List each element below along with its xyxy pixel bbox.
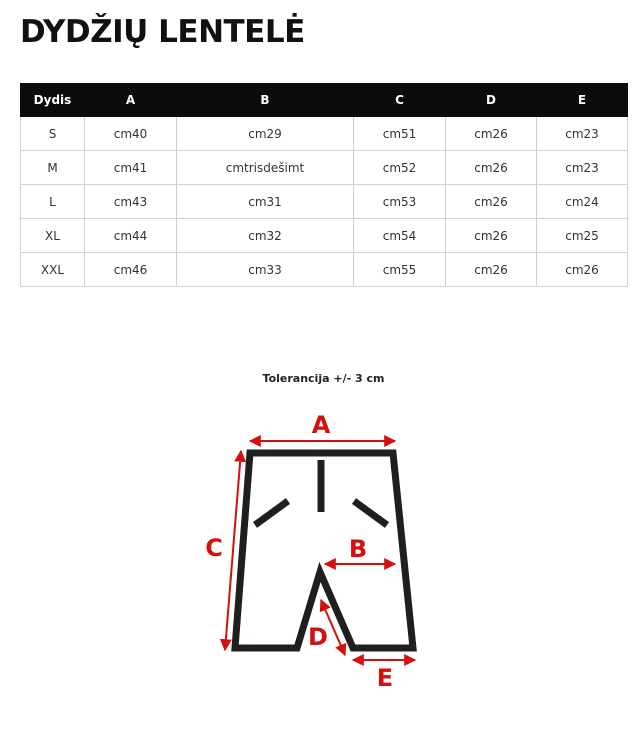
table-cell: cm26 [446,117,537,151]
table-cell: cm52 [354,151,446,185]
table-cell: cm33 [177,253,354,287]
tolerance-note: Tolerancija +/- 3 cm [262,372,385,385]
left-pocket-line [255,501,288,525]
table-cell: M [21,151,85,185]
table-cell: S [21,117,85,151]
header-e: E [537,84,628,117]
table-cell: cm53 [354,185,446,219]
table-cell: cm23 [537,151,628,185]
header-c: C [354,84,446,117]
table-cell: cm51 [354,117,446,151]
label-a: A [311,411,331,439]
table-cell: cm55 [354,253,446,287]
table-row [21,185,628,219]
table-cell: cm26 [446,253,537,287]
table-cell: XXL [21,253,85,287]
table-row [21,151,628,185]
label-d: D [308,623,328,651]
header-b: B [177,84,354,117]
shorts-measurement-diagram [190,400,430,700]
table-cell: cm41 [85,151,177,185]
table-cell: cmtrisdešimt [177,151,354,185]
label-e: E [376,664,394,692]
table-row [21,253,628,287]
table-header-row [21,84,628,117]
table-cell: cm23 [537,117,628,151]
table-cell: cm29 [177,117,354,151]
table-cell: cm26 [446,185,537,219]
table-cell: cm46 [85,253,177,287]
table-row [21,117,628,151]
table-cell: cm26 [537,253,628,287]
table-cell: cm26 [446,151,537,185]
table-cell: cm26 [446,219,537,253]
table-cell: cm54 [354,219,446,253]
table-cell: cm44 [85,219,177,253]
header-d: D [446,84,537,117]
size-table [20,83,628,287]
table-row [21,219,628,253]
table-cell: cm31 [177,185,354,219]
table-cell: cm25 [537,219,628,253]
table-cell: cm40 [85,117,177,151]
table-cell: XL [21,219,85,253]
page-title: DYDŽIŲ LENTELĖ [20,14,305,50]
shorts-outline [235,453,413,648]
header-a: A [85,84,177,117]
table-cell: cm32 [177,219,354,253]
table-cell: cm24 [537,185,628,219]
right-pocket-line [354,501,387,525]
label-b: B [348,535,368,563]
table-cell: L [21,185,85,219]
table-cell: cm43 [85,185,177,219]
label-c: C [205,534,223,562]
header-size: Dydis [21,84,85,117]
